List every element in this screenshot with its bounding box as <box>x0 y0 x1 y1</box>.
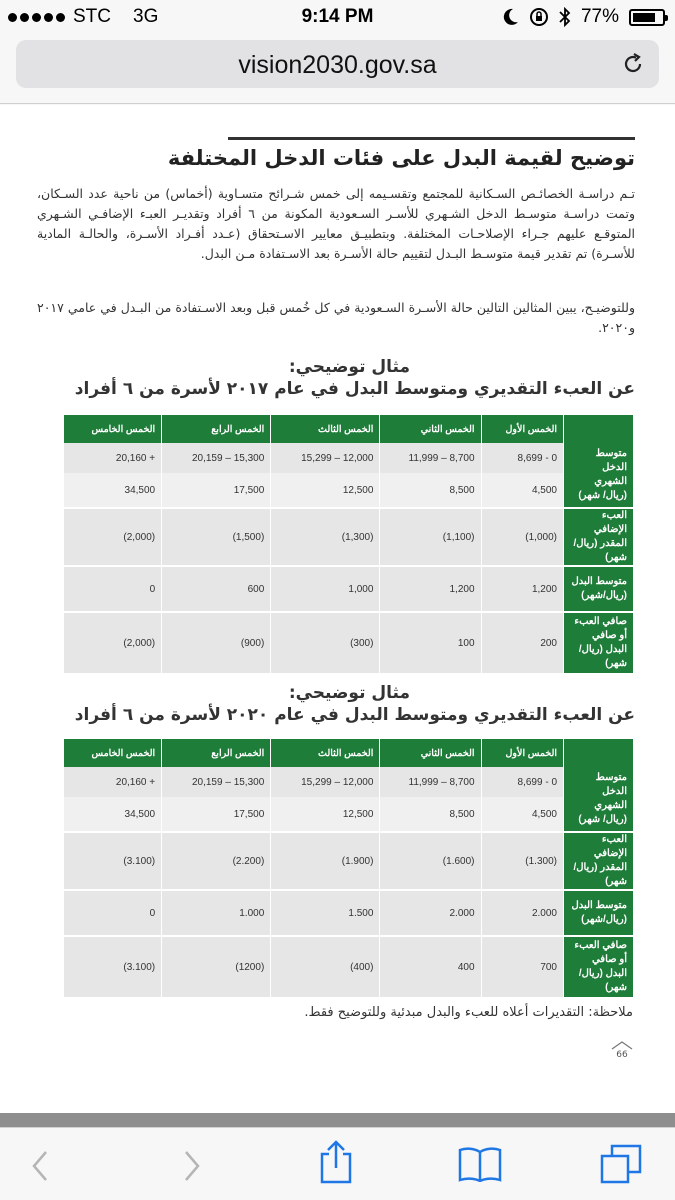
table-header-row <box>63 415 633 443</box>
table-cell: 17,500 <box>161 797 270 831</box>
table-cell: 2.000 <box>379 891 480 935</box>
table-cell: 34,500 <box>63 797 161 831</box>
table-cell: 15,300 – 20,159 <box>161 443 270 473</box>
example-label: مثال توضيحي: <box>288 357 410 377</box>
table-cell: 15,300 – 20,159 <box>161 767 270 797</box>
network-type: 3G <box>133 6 159 27</box>
column-header: الخمس الأول <box>481 415 563 443</box>
table-cell: + 20,160 <box>63 767 161 797</box>
table-cell: 0 <box>63 567 161 611</box>
table-cell: 17,500 <box>161 473 270 507</box>
table-cell: + 20,160 <box>63 443 161 473</box>
column-header: الخمس الرابع <box>161 415 270 443</box>
table-cell: (3.100) <box>63 937 161 997</box>
table-row <box>63 833 633 889</box>
table-cell: (1,100) <box>379 509 480 565</box>
table-header-row <box>63 739 633 767</box>
row-label: العبء الإضافي المقدر (ريال/شهر) <box>563 833 633 889</box>
table-cell: (900) <box>161 613 270 673</box>
table-cell: (400) <box>270 937 379 997</box>
table-cell: 700 <box>481 937 563 997</box>
table-corner <box>563 415 633 443</box>
heading-divider <box>228 137 635 140</box>
address-bar[interactable] <box>16 40 659 88</box>
status-bar <box>0 0 675 36</box>
column-header: الخمس الثاني <box>379 739 480 767</box>
url-text[interactable]: vision2030.gov.sa <box>238 51 437 79</box>
table-cell: 12,500 <box>270 797 379 831</box>
table-cell: (3.100) <box>63 833 161 889</box>
table-cell: 100 <box>379 613 480 673</box>
row-label: صافي العبء أو صافي البدل (ريال/شهر) <box>563 613 633 673</box>
row-label: متوسط البدل (ريال/شهر) <box>563 891 633 935</box>
example-label: مثال توضيحي: <box>288 683 410 703</box>
table-cell: (1,300) <box>270 509 379 565</box>
table-row <box>63 891 633 935</box>
table-cell: (2.200) <box>161 833 270 889</box>
table-cell: (1200) <box>161 937 270 997</box>
status-right <box>503 6 665 28</box>
table-cell: 400 <box>379 937 480 997</box>
table-cell: (1.300) <box>481 833 563 889</box>
example-2017-title <box>37 356 635 400</box>
table-cell: 0 - 8,699 <box>481 443 563 473</box>
table-cell: 4,500 <box>481 473 563 507</box>
column-header: الخمس الأول <box>481 739 563 767</box>
table-cell: 12,000 – 15,299 <box>270 767 379 797</box>
table-cell: 2.000 <box>481 891 563 935</box>
carrier-name: STC <box>73 6 111 27</box>
column-header: الخمس الخامس <box>63 415 161 443</box>
bluetooth-icon <box>559 7 571 27</box>
table-cell: 0 <box>63 891 161 935</box>
table-2017 <box>63 415 633 673</box>
table-cell: (1.600) <box>379 833 480 889</box>
explanation-paragraph: وللتوضيـح، يبين المثالين التالين حالة الأسـرة السـعودية في كل خُمس قبل وبعد الاسـتفادة من البـدل في عامي ٢٠١٧ و٢٠٢٠. <box>37 300 635 335</box>
battery-icon <box>629 9 665 26</box>
table-cell: 12,500 <box>270 473 379 507</box>
battery-percent: 77% <box>580 6 619 27</box>
table-cell: (2,000) <box>63 613 161 673</box>
table-cell: (300) <box>270 613 379 673</box>
table-row <box>63 613 633 673</box>
row-label: متوسط الدخل الشهري (ريال/ شهر) <box>563 767 633 831</box>
table-cell: (2,000) <box>63 509 161 565</box>
table-cell: (1.900) <box>270 833 379 889</box>
table-cell: (1,000) <box>481 509 563 565</box>
toolbar-separator <box>0 1113 675 1127</box>
tabs-icon[interactable] <box>600 1144 642 1184</box>
column-header: الخمس الخامس <box>63 739 161 767</box>
forward-icon[interactable] <box>182 1150 202 1182</box>
column-header: الخمس الرابع <box>161 739 270 767</box>
moon-icon <box>503 8 519 26</box>
table-row <box>63 937 633 997</box>
table-row <box>63 509 633 565</box>
share-icon[interactable] <box>318 1140 354 1184</box>
browser-toolbar <box>0 1127 675 1200</box>
row-label: صافي العبء أو صافي البدل (ريال/شهر) <box>563 937 633 997</box>
reload-icon[interactable] <box>621 52 645 76</box>
column-header: الخمس الثالث <box>270 415 379 443</box>
table-cell: 8,700 – 11,999 <box>379 767 480 797</box>
row-label: العبء الإضافي المقدر (ريال/شهر) <box>563 509 633 565</box>
table-cell: 1,200 <box>379 567 480 611</box>
table-cell: 200 <box>481 613 563 673</box>
page-number <box>608 1040 636 1060</box>
row-label: متوسط البدل (ريال/شهر) <box>563 567 633 611</box>
bookmarks-icon[interactable] <box>458 1146 502 1182</box>
table-cell: 1,000 <box>270 567 379 611</box>
table-row <box>63 797 633 831</box>
intro-paragraph: تـم دراسـة الخصائـص السـكانية للمجتمع وتقسـيمه إلى خمس شـرائح متسـاوية (أخماس) من ناحية عدد السـكان، وتمت دراسـة متوسـط الدخل الشـهري للأسـر السـعودية المكونة من ٦ أفراد وتقديـر العبـء الإضافـي الشـهري المتوقـع عليهم جـراء الإصلاحـات المختلفة. وبتطبيـق معايير الاسـتحقاق (عـدد أفـراد الأسـرة، والحالـة المادية للأسـرة) تم تقدير قيمة متوسـط البـدل لتقييم حالة الأسـرة بعد الاسـتفادة مـن البدل. <box>37 186 635 261</box>
table-2020 <box>63 739 633 997</box>
table-cell: 8,500 <box>379 473 480 507</box>
example-2020-title <box>37 682 635 726</box>
table-cell: (1,500) <box>161 509 270 565</box>
table-cell: 1.500 <box>270 891 379 935</box>
table-cell: 8,700 – 11,999 <box>379 443 480 473</box>
back-icon[interactable] <box>30 1150 50 1182</box>
table-row <box>63 443 633 473</box>
example-subtitle: عن العبء التقديري ومتوسط البدل في عام ٢٠١٧ لأسرة من ٦ أفراد <box>74 379 635 399</box>
table-cell: 12,000 – 15,299 <box>270 443 379 473</box>
row-label: متوسط الدخل الشهري (ريال/ شهر) <box>563 443 633 507</box>
page-number-text: 66 <box>616 1050 628 1060</box>
chevron-up-icon <box>610 1040 634 1050</box>
table-cell: 600 <box>161 567 270 611</box>
table-corner <box>563 739 633 767</box>
page-title: توضيح لقيمة البدل على فئات الدخل المختلفة <box>167 146 635 170</box>
orientation-lock-icon <box>529 7 549 27</box>
table-row <box>63 767 633 797</box>
status-time: 9:14 PM <box>301 6 374 27</box>
browser-address-area <box>0 36 675 104</box>
table-cell: 0 - 8,699 <box>481 767 563 797</box>
column-header: الخمس الثالث <box>270 739 379 767</box>
table-cell: 8,500 <box>379 797 480 831</box>
example-subtitle: عن العبء التقديري ومتوسط البدل في عام ٢٠٢٠ لأسرة من ٦ أفراد <box>74 705 635 725</box>
table-cell: 34,500 <box>63 473 161 507</box>
table-cell: 1,200 <box>481 567 563 611</box>
table-row <box>63 473 633 507</box>
table-cell: 1.000 <box>161 891 270 935</box>
table-cell: 4,500 <box>481 797 563 831</box>
footnote: ملاحظة: التقديرات أعلاه للعبء والبدل مبدئية وللتوضيح فقط. <box>304 1005 633 1020</box>
column-header: الخمس الثاني <box>379 415 480 443</box>
table-row <box>63 567 633 611</box>
